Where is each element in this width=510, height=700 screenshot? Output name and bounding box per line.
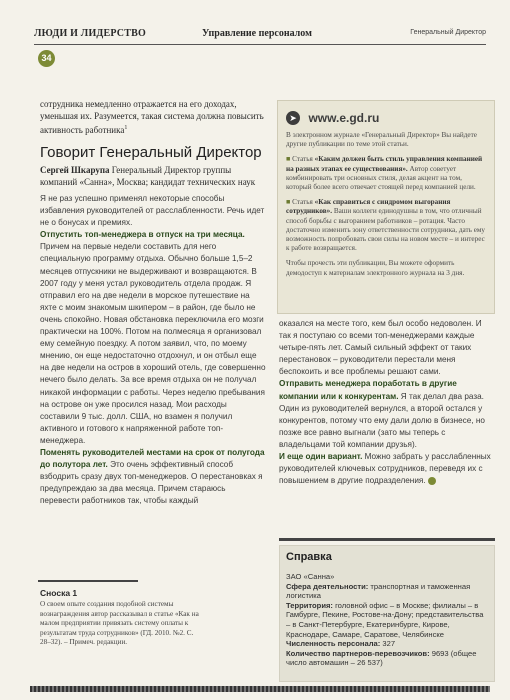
ref-label: Количество партнеров-перевозчиков: bbox=[286, 648, 430, 658]
reference-divider bbox=[279, 538, 495, 541]
online-intro: В электронном журнале «Генеральный Директор» Вы найдете другие публикации по теме этой статьи. bbox=[286, 131, 477, 149]
header-divider bbox=[34, 44, 486, 45]
bottom-decoration bbox=[30, 686, 490, 692]
paragraph-text: Причем на первые недели составить для него специальную программу отдыха. Обычно больше 1,5–2 месяцев отпускники не выдерживают и возвращаются. В 2007 году у меня устал руководитель отдела продаж. Я отправил его на две недели в морское путешествие на яхте с моим знакомым шкипером – в район, где было не очень спокойно. Новая обстановка переключила его мозги практически на 100%. Потом на полмесяца я организовал ему семейную поездку. А потом заявил, что, по моему мнению, он еще недостаточно отдохнул, и он отбыл еще на две недели на остров в хороший отель, где совершенно нечего было делать. За все время отдыха он не получал никакой информации с работы. Через неделю пребывания на острове он уже просился назад. Мои расходы составили 9 тыс. долл. США, но взамен я получил активного и готового к напряженной работе топ-менеджера. bbox=[40, 242, 266, 445]
paragraph-lead: Отпустить топ-менеджера в отпуск на три месяца. bbox=[40, 230, 245, 240]
footnote-divider bbox=[38, 580, 138, 582]
paragraph-lead: Поменять руководителей местами на срок от полугода до полутора лет. bbox=[40, 447, 265, 470]
online-item-prefix: Статья bbox=[292, 198, 313, 207]
author-line bbox=[40, 164, 266, 188]
paragraph-lead: И еще один вариант. bbox=[279, 452, 363, 462]
paragraph-text: Можно забрать у расслабленных руководителей ключевых сотрудников, переведя их с повышением в другие подразделения. bbox=[279, 452, 491, 486]
category-title: Управление персоналом bbox=[202, 28, 312, 39]
page-number-badge: 34 bbox=[38, 50, 55, 67]
left-column bbox=[40, 98, 266, 507]
magazine-name: Генеральный Директор bbox=[410, 29, 486, 36]
end-mark-icon bbox=[428, 477, 436, 485]
online-header bbox=[286, 109, 379, 127]
article-paragraph bbox=[40, 229, 266, 447]
ref-value: 327 bbox=[380, 639, 396, 649]
company-name: ЗАО «Санна» bbox=[286, 572, 335, 581]
online-item-text: Ваши коллеги единодушны в том, что отличный способ борьбы с выгоранием работников – ротация. Часто достаточно изменить зону ответственности сотрудника, дать ему возможность попробовать свои силы на новом месте – и интерес к работе возвращается. bbox=[286, 207, 486, 253]
ref-partners bbox=[286, 649, 488, 668]
online-item-title[interactable]: «Каким должен быть стиль управления компанией на разных этапах ее существования». bbox=[286, 155, 483, 173]
footnote-mark: 1 bbox=[124, 125, 128, 131]
online-body bbox=[286, 131, 486, 284]
article-heading: Говорит Генеральный Директор bbox=[40, 144, 262, 161]
ref-label: Сфера деятельности: bbox=[286, 581, 369, 591]
author-name: Сергей Шкарупа bbox=[40, 165, 110, 175]
website-link[interactable]: www.e.gd.ru bbox=[308, 110, 380, 125]
ref-value: головной офис – в Москве; филиалы – в Гамбурге, Пекине, Ростове-на-Дону; представительства – в Санкт-Петербурге, Екатеринбурге, Кирове, Краснодаре, Самаре, Саратове, Челябинске bbox=[286, 600, 484, 639]
online-item-prefix: Статья bbox=[292, 155, 313, 164]
author-title: Генеральный Директор группы компаний «Санна», Москва; кандидат технических наук bbox=[40, 165, 256, 187]
ref-value: 9693 (общее число автомашин – 26 537) bbox=[286, 648, 477, 668]
footnote-text: О своем опыте создания подобной системы вознаграждения автор рассказывал в статье «Как на малом предприятии привязать систему оплаты к результатам труда сотрудников» (ГД. 2010. №2. С. 28–32). – Примеч. редакции. bbox=[40, 600, 199, 646]
ref-territory bbox=[286, 601, 488, 639]
online-magazine-box bbox=[277, 100, 495, 314]
article-paragraph: Я не раз успешно применял некоторые способы избавления руководителей от расслабленности. Речь идет не о бонусах и премиях. bbox=[40, 194, 265, 228]
reference-title: Справка bbox=[286, 551, 332, 563]
online-item-text: Автор советует комбинировать три основных стиля, делая акцент на том, который более всего отвечает стоящей перед компанией цели. bbox=[286, 164, 476, 192]
right-column bbox=[279, 318, 495, 487]
ref-label: Численность персонала: bbox=[286, 639, 381, 649]
article-paragraph: оказался на месте того, кем был особо недоволен. И так я поступаю со всеми топ-менеджерами каждые четыре-пять лет. Самый сильный эффект от таких перестановок – руководители перестали меня беспокоить и все проблемы решают сами. bbox=[279, 319, 482, 377]
online-item bbox=[286, 198, 486, 253]
paragraph-text: Я так делал два раза. Один из руководителей вернулся, а второй остался у конкурентов, потому что ему дали долю в бизнесе, но позже все равно выгнали (зато мы теперь с владельцами той компании друзья). bbox=[279, 391, 485, 449]
article-paragraph bbox=[279, 451, 495, 487]
online-outro: Чтобы прочесть эти публикации, Вы можете оформить демодоступ к материалам электронного журнала на 3 дня. bbox=[286, 259, 465, 277]
article-paragraph bbox=[279, 378, 495, 451]
ref-activity bbox=[286, 582, 488, 601]
article-paragraph bbox=[40, 447, 266, 507]
paragraph-text: Это очень эффективный способ взбодрить сразу двух топ-менеджеров. О перестановках я предупреждаю за два месяца. Причем стараюсь перевести работников так, чтобы каждый bbox=[40, 460, 263, 506]
reference-body bbox=[286, 572, 488, 668]
ref-value: транспортная и таможенная логистика bbox=[286, 581, 471, 601]
paragraph-lead: Отправить менеджера поработать в другие компании или к конкурентам. bbox=[279, 379, 457, 401]
bullet-square-icon: ■ bbox=[286, 155, 291, 164]
intro-text: сотрудника немедленно отражается на его доходах, уменьшая их. Разумеется, такая система должна повысить активность работника bbox=[40, 99, 264, 135]
online-item-title[interactable]: «Как справиться с синдромом выгорания сотрудников». bbox=[286, 198, 451, 216]
footnote bbox=[40, 588, 200, 648]
bullet-square-icon: ■ bbox=[286, 198, 291, 207]
reference-box bbox=[279, 545, 495, 682]
online-item bbox=[286, 155, 486, 192]
footnote-title: Сноска 1 bbox=[40, 588, 78, 598]
ref-label: Территория: bbox=[286, 600, 333, 610]
intro-paragraph bbox=[40, 98, 266, 136]
section-title: ЛЮДИ И ЛИДЕРСТВО bbox=[34, 28, 146, 39]
ref-staff bbox=[286, 639, 488, 649]
cursor-icon: ➤ bbox=[286, 111, 300, 125]
page-header bbox=[34, 28, 486, 44]
